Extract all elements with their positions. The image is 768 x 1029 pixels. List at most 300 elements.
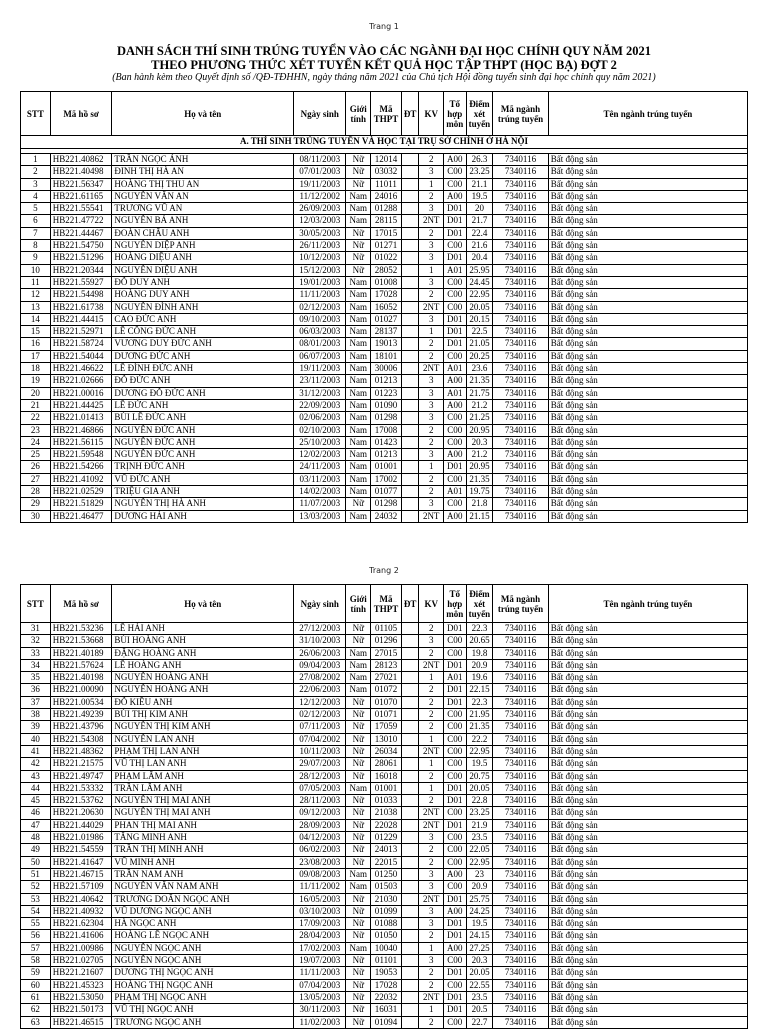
table-row [21, 647, 748, 659]
cell-diem: 22.8 [466, 795, 493, 807]
table-row [21, 733, 748, 745]
cell-ngay-sinh: 10/12/2003 [294, 252, 346, 264]
table-row [21, 338, 748, 350]
cell-stt: 35 [21, 672, 51, 684]
header-ma-thpt: Mã THPT [371, 585, 402, 623]
cell-ma-thpt: 17002 [371, 473, 402, 485]
cell-gioi-tinh: Nữ [346, 955, 371, 967]
cell-ten-nganh: Bất động sản [548, 623, 747, 635]
cell-dt [401, 795, 418, 807]
cell-ma-ho-so: HB221.40189 [50, 647, 112, 659]
table-row [21, 955, 748, 967]
cell-dt [401, 942, 418, 954]
cell-ma-thpt: 11011 [371, 178, 402, 190]
cell-ma-ho-so: HB221.61165 [50, 190, 112, 202]
cell-diem: 22.95 [466, 745, 493, 757]
cell-kv: 2NT [419, 893, 444, 905]
cell-to-hop: D01 [444, 696, 467, 708]
cell-kv: 2 [419, 795, 444, 807]
cell-ma-thpt: 01033 [371, 795, 402, 807]
cell-gioi-tinh: Nữ [346, 709, 371, 721]
cell-ma-nganh: 7340116 [493, 905, 548, 917]
cell-ngay-sinh: 10/11/2003 [294, 745, 346, 757]
cell-ma-ho-so: HB221.02666 [50, 375, 112, 387]
cell-ma-thpt: 21038 [371, 807, 402, 819]
cell-ho-ten: LÊ HẢI ANH [112, 623, 294, 635]
cell-ho-ten: HOÀNG DUY ANH [112, 289, 294, 301]
cell-kv: 2NT [419, 807, 444, 819]
cell-stt: 20 [21, 387, 51, 399]
cell-stt: 54 [21, 905, 51, 917]
cell-stt: 47 [21, 819, 51, 831]
cell-ten-nganh: Bất động sản [548, 758, 747, 770]
cell-ma-thpt: 22028 [371, 819, 402, 831]
table-row [21, 819, 748, 831]
cell-diem: 21.9 [466, 819, 493, 831]
cell-ma-nganh: 7340116 [493, 623, 548, 635]
table-row [21, 942, 748, 954]
cell-ten-nganh: Bất động sản [548, 635, 747, 647]
cell-ngay-sinh: 26/11/2003 [294, 240, 346, 252]
cell-ma-nganh: 7340116 [493, 190, 548, 202]
cell-ma-ho-so: HB221.44425 [50, 399, 112, 411]
cell-ho-ten: NGUYỄN HOÀNG ANH [112, 672, 294, 684]
cell-stt: 9 [21, 252, 51, 264]
cell-dt [401, 301, 418, 313]
cell-ma-nganh: 7340116 [493, 399, 548, 411]
cell-dt [401, 745, 418, 757]
cell-ten-nganh: Bất động sản [548, 313, 747, 325]
cell-dt [401, 918, 418, 930]
cell-ma-thpt: 16031 [371, 1004, 402, 1016]
cell-ten-nganh: Bất động sản [548, 486, 747, 498]
header-dt: ĐT [401, 92, 418, 136]
table-row [21, 424, 748, 436]
cell-to-hop: A00 [444, 154, 467, 166]
cell-ten-nganh: Bất động sản [548, 203, 747, 215]
table-row [21, 461, 748, 473]
cell-ho-ten: HOÀNG LÊ NGỌC ANH [112, 930, 294, 942]
cell-ten-nganh: Bất động sản [548, 819, 747, 831]
cell-ma-nganh: 7340116 [493, 930, 548, 942]
header-ten-nganh: Tên ngành trúng tuyển [548, 585, 747, 623]
cell-diem: 22.3 [466, 623, 493, 635]
cell-ma-ho-so: HB221.62304 [50, 918, 112, 930]
cell-ma-nganh: 7340116 [493, 659, 548, 671]
table-row [21, 326, 748, 338]
cell-dt [401, 203, 418, 215]
cell-ma-nganh: 7340116 [493, 215, 548, 227]
cell-ma-nganh: 7340116 [493, 684, 548, 696]
cell-ngay-sinh: 30/05/2003 [294, 227, 346, 239]
table-row [21, 240, 748, 252]
cell-ho-ten: NGUYỄN VĂN AN [112, 190, 294, 202]
cell-kv: 3 [419, 412, 444, 424]
cell-ma-ho-so: HB221.53236 [50, 623, 112, 635]
cell-ten-nganh: Bất động sản [548, 387, 747, 399]
cell-diem: 22.95 [466, 856, 493, 868]
cell-ten-nganh: Bất động sản [548, 696, 747, 708]
cell-ngay-sinh: 11/02/2003 [294, 1016, 346, 1028]
cell-stt: 14 [21, 313, 51, 325]
cell-to-hop: C00 [444, 178, 467, 190]
cell-diem: 22.5 [466, 326, 493, 338]
cell-ngay-sinh: 07/04/2002 [294, 733, 346, 745]
cell-ho-ten: LÊ ĐỨC ANH [112, 399, 294, 411]
cell-kv: 2NT [419, 745, 444, 757]
cell-ngay-sinh: 25/10/2003 [294, 436, 346, 448]
cell-to-hop: C00 [444, 289, 467, 301]
cell-kv: 2NT [419, 819, 444, 831]
cell-diem: 19.6 [466, 672, 493, 684]
cell-dt [401, 363, 418, 375]
cell-ho-ten: VŨ ĐỨC ANH [112, 473, 294, 485]
cell-ma-thpt: 01088 [371, 918, 402, 930]
cell-dt [401, 264, 418, 276]
cell-stt: 38 [21, 709, 51, 721]
header-kv: KV [419, 585, 444, 623]
cell-to-hop: C00 [444, 647, 467, 659]
cell-ma-nganh: 7340116 [493, 424, 548, 436]
cell-ma-thpt: 01271 [371, 240, 402, 252]
table-row [21, 178, 748, 190]
cell-dt [401, 424, 418, 436]
table-row [21, 991, 748, 1003]
cell-ma-thpt: 03032 [371, 166, 402, 178]
cell-ngay-sinh: 19/07/2003 [294, 955, 346, 967]
cell-stt: 39 [21, 721, 51, 733]
cell-stt: 23 [21, 424, 51, 436]
cell-to-hop: C00 [444, 473, 467, 485]
cell-stt: 4 [21, 190, 51, 202]
cell-ho-ten: TRƯƠNG NGỌC ANH [112, 1016, 294, 1028]
cell-ho-ten: DƯƠNG THỊ NGỌC ANH [112, 967, 294, 979]
cell-ma-ho-so: HB221.00534 [50, 696, 112, 708]
cell-diem: 22.3 [466, 696, 493, 708]
cell-ngay-sinh: 06/02/2003 [294, 844, 346, 856]
cell-ma-ho-so: HB221.53668 [50, 635, 112, 647]
cell-kv: 2 [419, 1016, 444, 1028]
cell-gioi-tinh: Nữ [346, 696, 371, 708]
cell-gioi-tinh: Nam [346, 510, 371, 522]
cell-diem: 20.15 [466, 313, 493, 325]
cell-ma-ho-so: HB221.44415 [50, 313, 112, 325]
cell-diem: 27.25 [466, 942, 493, 954]
cell-ho-ten: PHẠM LÂM ANH [112, 770, 294, 782]
cell-ma-thpt: 01250 [371, 868, 402, 880]
cell-ma-nganh: 7340116 [493, 795, 548, 807]
cell-ma-ho-so: HB221.49239 [50, 709, 112, 721]
cell-to-hop: D01 [444, 313, 467, 325]
cell-ma-nganh: 7340116 [493, 918, 548, 930]
cell-stt: 18 [21, 363, 51, 375]
cell-gioi-tinh: Nữ [346, 844, 371, 856]
cell-gioi-tinh: Nữ [346, 745, 371, 757]
table-row [21, 709, 748, 721]
table-row [21, 758, 748, 770]
table-row [21, 868, 748, 880]
cell-ma-thpt: 01503 [371, 881, 402, 893]
cell-diem: 22.15 [466, 684, 493, 696]
cell-ngay-sinh: 31/10/2003 [294, 635, 346, 647]
cell-ma-ho-so: HB221.01986 [50, 832, 112, 844]
cell-dt [401, 709, 418, 721]
cell-ten-nganh: Bất động sản [548, 363, 747, 375]
cell-ten-nganh: Bất động sản [548, 881, 747, 893]
cell-ngay-sinh: 28/12/2003 [294, 770, 346, 782]
header-ma-ho-so: Mã hồ sơ [50, 92, 112, 136]
cell-ten-nganh: Bất động sản [548, 745, 747, 757]
cell-ma-nganh: 7340116 [493, 412, 548, 424]
cell-to-hop: C00 [444, 844, 467, 856]
cell-stt: 33 [21, 647, 51, 659]
cell-stt: 59 [21, 967, 51, 979]
cell-stt: 45 [21, 795, 51, 807]
cell-ma-ho-so: HB221.55927 [50, 276, 112, 288]
cell-dt [401, 881, 418, 893]
cell-gioi-tinh: Nam [346, 326, 371, 338]
header-to-hop: Tổ hợp môn [444, 92, 467, 136]
cell-to-hop: C00 [444, 498, 467, 510]
cell-ten-nganh: Bất động sản [548, 942, 747, 954]
cell-dt [401, 782, 418, 794]
cell-ngay-sinh: 03/10/2003 [294, 905, 346, 917]
cell-ten-nganh: Bất động sản [548, 510, 747, 522]
cell-kv: 2 [419, 721, 444, 733]
cell-dt [401, 449, 418, 461]
cell-stt: 13 [21, 301, 51, 313]
cell-ma-nganh: 7340116 [493, 745, 548, 757]
cell-diem: 23.5 [466, 991, 493, 1003]
cell-dt [401, 486, 418, 498]
cell-diem: 23.5 [466, 832, 493, 844]
header-ho-ten: Họ và tên [112, 585, 294, 623]
table-row [21, 721, 748, 733]
cell-kv: 2 [419, 424, 444, 436]
cell-ten-nganh: Bất động sản [548, 178, 747, 190]
cell-ngay-sinh: 29/07/2003 [294, 758, 346, 770]
cell-ma-nganh: 7340116 [493, 203, 548, 215]
cell-ma-thpt: 28123 [371, 659, 402, 671]
cell-kv: 2 [419, 623, 444, 635]
cell-kv: 3 [419, 166, 444, 178]
cell-ma-thpt: 01072 [371, 684, 402, 696]
cell-to-hop: D01 [444, 338, 467, 350]
document-title: DANH SÁCH THÍ SINH TRÚNG TUYỂN VÀO CÁC NGÀNH ĐẠI HỌC CHÍNH QUY NĂM 2021 [116, 44, 652, 58]
cell-gioi-tinh: Nam [346, 424, 371, 436]
cell-diem: 23.25 [466, 807, 493, 819]
cell-ho-ten: TRẦN LÂM ANH [112, 782, 294, 794]
cell-to-hop: A00 [444, 868, 467, 880]
cell-to-hop: C00 [444, 955, 467, 967]
cell-stt: 31 [21, 623, 51, 635]
cell-ngay-sinh: 02/12/2003 [294, 301, 346, 313]
cell-stt: 42 [21, 758, 51, 770]
cell-ma-ho-so: HB221.00090 [50, 684, 112, 696]
table-row [21, 203, 748, 215]
cell-kv: 1 [419, 1004, 444, 1016]
cell-to-hop: C00 [444, 276, 467, 288]
cell-ngay-sinh: 09/08/2003 [294, 868, 346, 880]
cell-ten-nganh: Bất động sản [548, 449, 747, 461]
cell-dt [401, 930, 418, 942]
cell-dt [401, 819, 418, 831]
cell-ho-ten: NGUYỄN HOÀNG ANH [112, 684, 294, 696]
cell-diem: 20.3 [466, 955, 493, 967]
cell-ma-ho-so: HB221.57624 [50, 659, 112, 671]
cell-ngay-sinh: 17/09/2003 [294, 918, 346, 930]
cell-ngay-sinh: 11/07/2003 [294, 498, 346, 510]
table-row [21, 289, 748, 301]
cell-kv: 2NT [419, 301, 444, 313]
cell-ma-ho-so: HB221.54498 [50, 289, 112, 301]
cell-stt: 37 [21, 696, 51, 708]
cell-stt: 57 [21, 942, 51, 954]
cell-kv: 3 [419, 203, 444, 215]
cell-ho-ten: TRIỆU GIA ANH [112, 486, 294, 498]
cell-ma-thpt: 24013 [371, 844, 402, 856]
cell-ma-thpt: 28052 [371, 264, 402, 276]
cell-ho-ten: NGUYỄN ĐÌNH ANH [112, 301, 294, 313]
table-row [21, 166, 748, 178]
header-ho-ten: Họ và tên [112, 92, 294, 136]
cell-ho-ten: TRẦN NGỌC ÁNH [112, 154, 294, 166]
cell-gioi-tinh: Nữ [346, 930, 371, 942]
cell-ma-nganh: 7340116 [493, 264, 548, 276]
cell-to-hop: C00 [444, 436, 467, 448]
cell-dt [401, 326, 418, 338]
cell-ma-nganh: 7340116 [493, 709, 548, 721]
cell-ho-ten: HOÀNG THỊ NGỌC ANH [112, 979, 294, 991]
cell-ma-thpt: 01298 [371, 412, 402, 424]
cell-ma-nganh: 7340116 [493, 154, 548, 166]
cell-ma-ho-so: HB221.40862 [50, 154, 112, 166]
cell-ma-nganh: 7340116 [493, 498, 548, 510]
cell-ngay-sinh: 02/12/2003 [294, 709, 346, 721]
cell-ma-thpt: 26034 [371, 745, 402, 757]
cell-ngay-sinh: 19/11/2003 [294, 178, 346, 190]
cell-stt: 49 [21, 844, 51, 856]
cell-kv: 2 [419, 190, 444, 202]
cell-ho-ten: VƯƠNG DUY ĐỨC ANH [112, 338, 294, 350]
cell-to-hop: A01 [444, 264, 467, 276]
cell-kv: 1 [419, 461, 444, 473]
cell-dt [401, 252, 418, 264]
cell-ma-thpt: 16018 [371, 770, 402, 782]
cell-stt: 36 [21, 684, 51, 696]
cell-ngay-sinh: 06/07/2003 [294, 350, 346, 362]
cell-to-hop: C00 [444, 758, 467, 770]
table-row [21, 412, 748, 424]
header-gioi-tinh: Giới tính [346, 92, 371, 136]
cell-ma-nganh: 7340116 [493, 782, 548, 794]
cell-ten-nganh: Bất động sản [548, 721, 747, 733]
cell-dt [401, 955, 418, 967]
table-row [21, 844, 748, 856]
cell-ten-nganh: Bất động sản [548, 868, 747, 880]
cell-stt: 48 [21, 832, 51, 844]
cell-gioi-tinh: Nữ [346, 979, 371, 991]
table-row [21, 881, 748, 893]
cell-dt [401, 178, 418, 190]
cell-gioi-tinh: Nữ [346, 758, 371, 770]
cell-ma-ho-so: HB221.50173 [50, 1004, 112, 1016]
cell-ngay-sinh: 07/11/2003 [294, 721, 346, 733]
cell-diem: 23 [466, 868, 493, 880]
cell-gioi-tinh: Nam [346, 647, 371, 659]
cell-dt [401, 832, 418, 844]
cell-to-hop: C00 [444, 807, 467, 819]
cell-ten-nganh: Bất động sản [548, 672, 747, 684]
cell-stt: 12 [21, 289, 51, 301]
cell-ma-ho-so: HB221.46715 [50, 868, 112, 880]
cell-ma-ho-so: HB221.01413 [50, 412, 112, 424]
cell-diem: 20.3 [466, 436, 493, 448]
cell-ma-thpt: 24032 [371, 510, 402, 522]
cell-stt: 15 [21, 326, 51, 338]
cell-ho-ten: ĐẶNG HOÀNG ANH [112, 647, 294, 659]
cell-gioi-tinh: Nam [346, 782, 371, 794]
cell-kv: 2 [419, 979, 444, 991]
cell-stt: 56 [21, 930, 51, 942]
cell-ten-nganh: Bất động sản [548, 979, 747, 991]
cell-ma-nganh: 7340116 [493, 955, 548, 967]
cell-ten-nganh: Bất động sản [548, 350, 747, 362]
cell-dt [401, 696, 418, 708]
header-stt: STT [21, 585, 51, 623]
cell-ma-thpt: 01027 [371, 313, 402, 325]
cell-ten-nganh: Bất động sản [548, 264, 747, 276]
cell-stt: 21 [21, 399, 51, 411]
table-row [21, 215, 748, 227]
cell-ho-ten: NGUYỄN THỊ HÀ ANH [112, 498, 294, 510]
cell-ma-thpt: 27021 [371, 672, 402, 684]
cell-ma-ho-so: HB221.40498 [50, 166, 112, 178]
cell-ten-nganh: Bất động sản [548, 326, 747, 338]
cell-dt [401, 313, 418, 325]
cell-ma-ho-so: HB221.46866 [50, 424, 112, 436]
cell-gioi-tinh: Nam [346, 203, 371, 215]
cell-diem: 20.95 [466, 461, 493, 473]
cell-ngay-sinh: 08/01/2003 [294, 338, 346, 350]
cell-dt [401, 635, 418, 647]
cell-ngay-sinh: 12/02/2003 [294, 449, 346, 461]
cell-to-hop: D01 [444, 782, 467, 794]
cell-kv: 3 [419, 240, 444, 252]
cell-ho-ten: BÙI LÊ ĐỨC ANH [112, 412, 294, 424]
cell-ho-ten: HOÀNG DIỆU ANH [112, 252, 294, 264]
cell-ma-thpt: 01001 [371, 461, 402, 473]
cell-gioi-tinh: Nữ [346, 166, 371, 178]
cell-diem: 19.5 [466, 758, 493, 770]
cell-gioi-tinh: Nữ [346, 240, 371, 252]
section-heading: A. THÍ SINH TRÚNG TUYỂN VÀ HỌC TẠI TRỤ SỞ CHÍNH Ở HÀ NỘI [21, 136, 748, 149]
cell-ma-ho-so: HB221.54559 [50, 844, 112, 856]
cell-gioi-tinh: Nữ [346, 635, 371, 647]
cell-to-hop: A01 [444, 486, 467, 498]
cell-dt [401, 770, 418, 782]
cell-ma-ho-so: HB221.20630 [50, 807, 112, 819]
cell-ho-ten: TRẦN THỊ MINH ANH [112, 844, 294, 856]
cell-ngay-sinh: 11/11/2002 [294, 881, 346, 893]
table-row [21, 449, 748, 461]
table-row [21, 623, 748, 635]
cell-ho-ten: NGUYỄN THỊ KIM ANH [112, 721, 294, 733]
cell-ngay-sinh: 09/10/2003 [294, 313, 346, 325]
cell-ma-ho-so: HB221.61738 [50, 301, 112, 313]
cell-ma-thpt: 28137 [371, 326, 402, 338]
cell-diem: 21.75 [466, 387, 493, 399]
